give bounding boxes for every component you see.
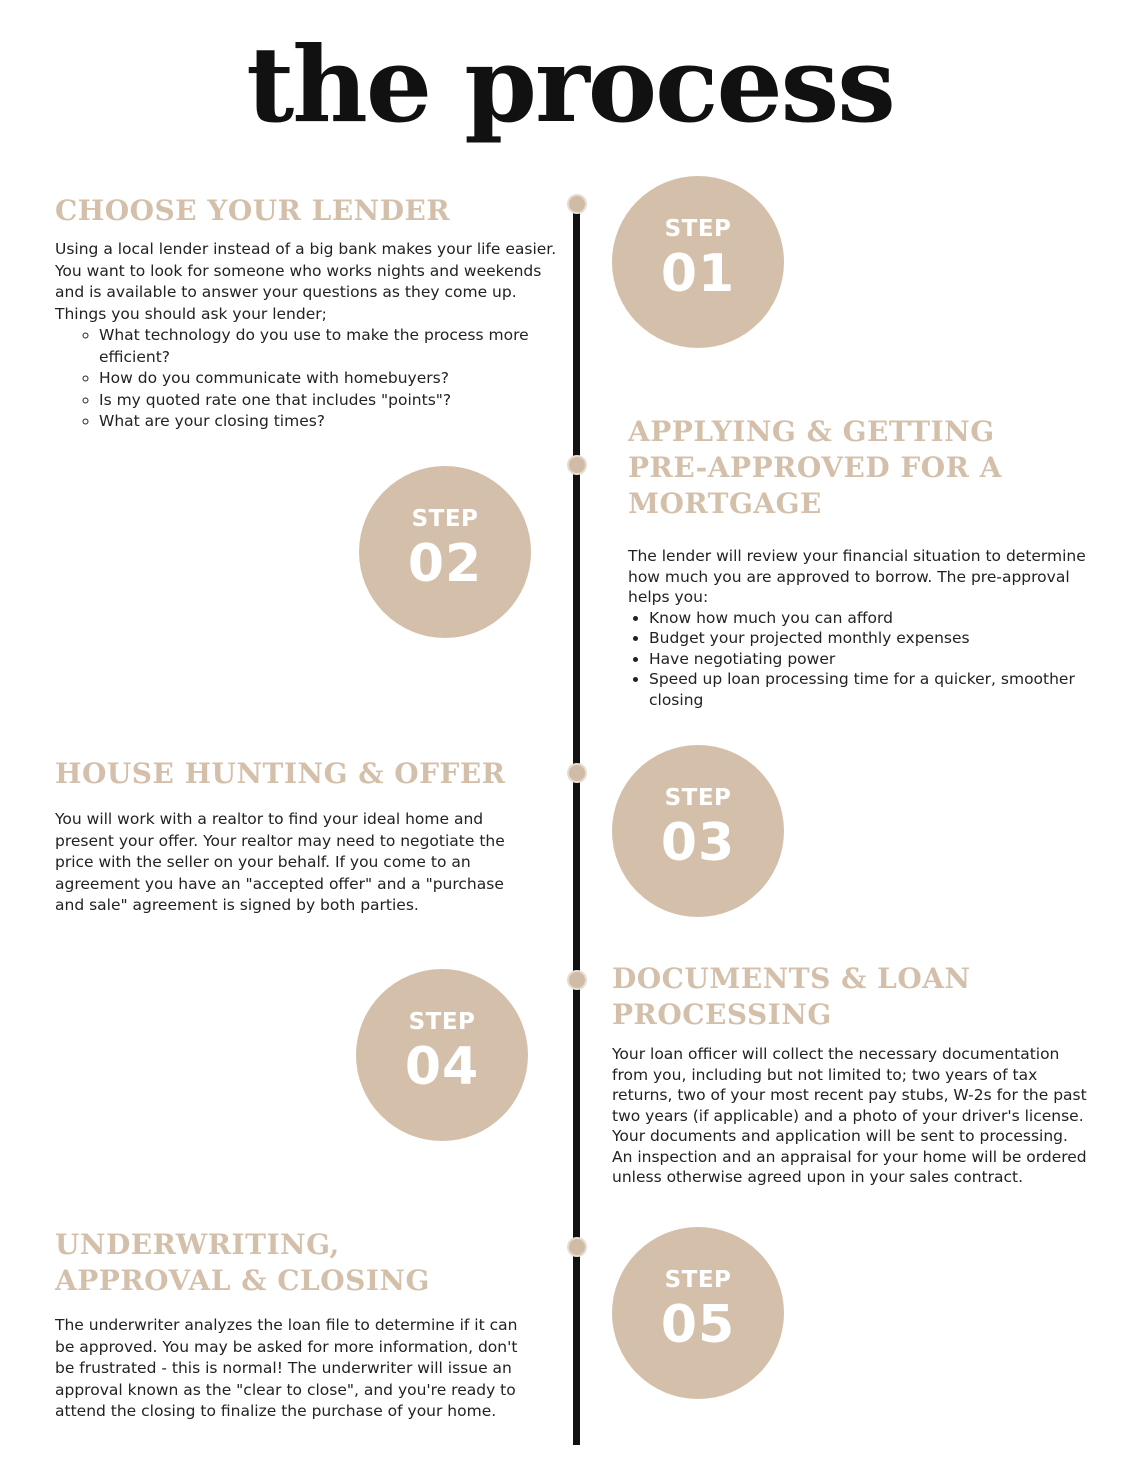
step-4-heading: DOCUMENTS & LOAN PROCESSING <box>612 962 971 1031</box>
step-4-body <box>612 1044 1092 1188</box>
timeline-node <box>567 1237 587 1257</box>
step-3-text: You will work with a realtor to find your ideal home and present your offer. Your realtor may need to negotiate the price with the seller on your behalf. If you come to an agreement you have an "accepted offer" and a "purchase and sale" agreement is signed by both parties. <box>55 810 505 914</box>
step-number: 04 <box>404 1037 480 1097</box>
step-3-badge <box>612 745 784 917</box>
timeline-node <box>567 763 587 783</box>
step-1-badge <box>612 176 784 348</box>
step-label: STEP <box>411 506 479 532</box>
timeline-node <box>567 455 587 475</box>
step-5-heading: UNDERWRITING, APPROVAL & CLOSING <box>55 1228 430 1297</box>
timeline-node <box>567 194 587 214</box>
step-number: 01 <box>660 244 736 304</box>
step-4-badge <box>356 969 528 1141</box>
step-number: 05 <box>660 1295 736 1355</box>
list-item: ◦ What technology do you use to make the process more efficient? <box>99 325 560 368</box>
step-2-body <box>628 546 1088 710</box>
step-label: STEP <box>664 1267 732 1293</box>
step-2-heading: APPLYING & GETTING PRE-APPROVED FOR A MORTGAGE <box>628 415 1002 520</box>
step-1-text: Using a local lender instead of a big bank makes your life easier. You want to look for someone who works nights and weekends and is available to answer your questions as they come up. Things you should ask your lender; <box>55 240 557 323</box>
step-5-text: The underwriter analyzes the loan file to determine if it can be approved. You may be asked for more information, don't be frustrated - this is normal! The underwriter will issue an approval known as the "clear to close", and you're ready to attend the closing to finalize the purchase of your home. <box>55 1316 518 1420</box>
list-item: • Have negotiating power <box>649 649 1088 670</box>
list-item: ◦ What are your closing times? <box>99 411 560 433</box>
step-1-list <box>55 325 560 433</box>
step-3-heading: HOUSE HUNTING & OFFER <box>55 757 506 790</box>
step-3-body <box>55 809 535 917</box>
list-item: ◦ Is my quoted rate one that includes "points"? <box>99 390 560 412</box>
timeline-line <box>573 200 580 1445</box>
step-5-badge <box>612 1227 784 1399</box>
step-4-text: Your loan officer will collect the necessary documentation from you, including but not limited to; two years of tax returns, two of your most recent pay stubs, W-2s for the past two years (if applicable) and a photo of your driver's license. Your documents and application will be sent to processing. An inspection and an appraisal for your home will be ordered unless otherwise agreed upon in your sales contract. <box>612 1045 1087 1186</box>
step-label: STEP <box>664 785 732 811</box>
step-2-text: The lender will review your financial situation to determine how much you are approved to borrow. The pre-approval helps you: <box>628 547 1086 606</box>
step-number: 03 <box>660 813 736 873</box>
step-2-badge <box>359 466 531 638</box>
step-2-list <box>628 608 1088 711</box>
step-label: STEP <box>664 216 732 242</box>
step-1-heading: CHOOSE YOUR LENDER <box>55 194 451 227</box>
list-item: ◦ How do you communicate with homebuyers? <box>99 368 560 390</box>
step-1-body <box>55 239 560 433</box>
list-item: • Know how much you can afford <box>649 608 1088 629</box>
timeline-node <box>567 970 587 990</box>
page-title: the process <box>246 23 894 146</box>
step-label: STEP <box>408 1009 476 1035</box>
step-5-body <box>55 1315 540 1423</box>
list-item: • Budget your projected monthly expenses <box>649 628 1088 649</box>
step-number: 02 <box>407 534 483 594</box>
list-item: • Speed up loan processing time for a quicker, smoother closing <box>649 669 1088 710</box>
